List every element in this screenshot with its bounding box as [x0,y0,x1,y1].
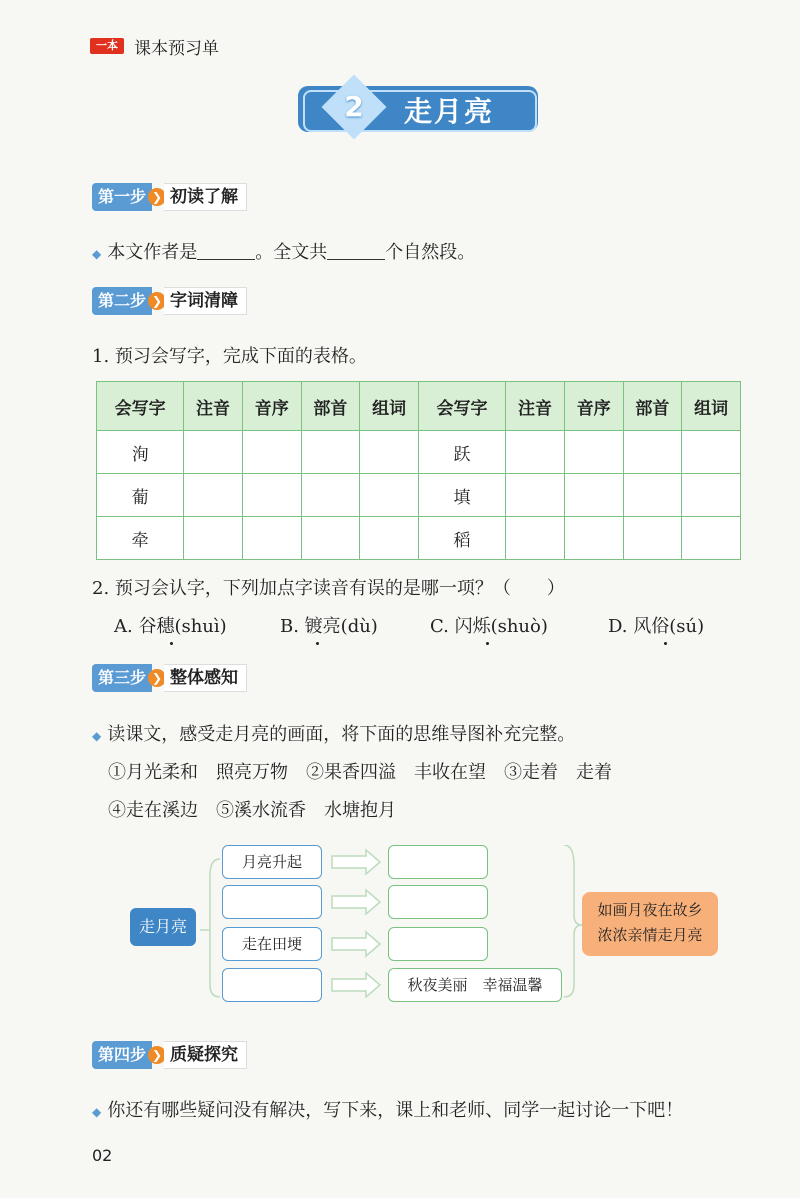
fill-cell[interactable] [564,431,623,474]
fill-cell[interactable] [360,474,419,517]
arrow-icon: ❯ [148,669,166,687]
table-header: 音序 [242,382,301,431]
fill-cell[interactable] [506,474,565,517]
option-b[interactable]: B. 镀亮(dù) [280,616,378,637]
mindmap-intro-text: 读课文，感受走月亮的画面，将下面的思维导图补充完整。 [107,724,576,745]
q1-text: 1. 预习会写字，完成下面的表格。 [92,346,367,367]
table-header: 注音 [184,382,243,431]
mindmap-right-box-4: 秋夜美丽 幸福温馨 [388,968,562,1002]
author-q-part2: 。全文共 [255,242,328,263]
option-d[interactable]: D. 风俗(sú) [608,616,705,637]
q2-text: 2. 预习会认字，下列加点字读音有误的是哪一项？（ ） [92,578,565,599]
fill-cell[interactable] [623,474,682,517]
fill-cell[interactable] [184,431,243,474]
step3-tag: 第三步 [92,664,152,692]
fill-cell[interactable] [301,474,360,517]
author-q-part3: 个自然段。 [385,242,476,263]
step2-title: 字词清障 [164,287,247,315]
fill-cell[interactable] [360,517,419,560]
fill-cell[interactable] [301,431,360,474]
char-cell: 稻 [418,517,505,560]
table-header-row [97,382,741,431]
discussion-text: 你还有哪些疑问没有解决，写下来，课上和老师、同学一起讨论一下吧！ [107,1100,684,1121]
fill-cell[interactable] [682,431,741,474]
step4-title: 质疑探究 [164,1041,247,1069]
brand-logo: 一本 [90,38,124,54]
summary-line2: 浓浓亲情走月亮 [597,926,703,944]
fill-cell[interactable] [184,517,243,560]
fill-cell[interactable] [506,517,565,560]
mindmap-left-box-2[interactable] [222,885,322,919]
fill-cell[interactable] [184,474,243,517]
table-header: 音序 [564,382,623,431]
fill-cell[interactable] [623,517,682,560]
mindmap-right-box-1[interactable] [388,845,488,879]
arrow-icon: ❯ [148,292,166,310]
option-c[interactable]: C. 闪烁(shuò) [430,616,548,637]
mindmap-right-box-2[interactable] [388,885,488,919]
mindmap-summary [582,892,718,956]
emphasis-dot-icon [664,642,667,645]
fill-cell[interactable] [682,517,741,560]
step4-tag: 第四步 [92,1041,152,1069]
step2-tag: 第二步 [92,287,152,315]
phrases-line1: ①月光柔和 照亮万物 ②果香四溢 丰收在望 ③走着 走着 [108,762,612,783]
writing-chars-table [96,381,741,560]
discussion-prompt [92,1096,683,1122]
lesson-title: 走月亮 [404,95,495,128]
table-header: 部首 [623,382,682,431]
char-cell: 填 [418,474,505,517]
emphasis-dot-icon [170,642,173,645]
author-blank[interactable] [197,241,255,260]
mindmap-root: 走月亮 [130,908,196,946]
fill-cell[interactable] [242,474,301,517]
fill-cell[interactable] [564,474,623,517]
arrow-icon: ❯ [148,1046,166,1064]
table-header: 组词 [360,382,419,431]
author-question [92,238,475,264]
fill-cell[interactable] [360,431,419,474]
fill-cell[interactable] [623,431,682,474]
char-cell: 跃 [418,431,505,474]
table-row [97,431,741,474]
lesson-number: 2 [344,90,364,123]
char-cell: 洵 [97,431,184,474]
step2-label [92,286,247,316]
summary-line1: 如画月夜在故乡 [597,901,703,919]
fill-cell[interactable] [564,517,623,560]
table-header: 组词 [682,382,741,431]
table-row [97,474,741,517]
mindmap-intro [92,720,575,746]
fill-cell[interactable] [301,517,360,560]
fill-cell[interactable] [682,474,741,517]
char-cell: 牵 [97,517,184,560]
arrow-icon: ❯ [148,188,166,206]
step1-tag: 第一步 [92,183,152,211]
mindmap-left-box-1: 月亮升起 [222,845,322,879]
fill-cell[interactable] [242,517,301,560]
mindmap-arrows [330,848,384,998]
diamond-bullet-icon: ◆ [92,1105,102,1119]
diamond-bullet-icon: ◆ [92,247,102,261]
step1-label [92,182,247,212]
step3-title: 整体感知 [164,664,247,692]
table-header: 会写字 [418,382,505,431]
step3-label [92,663,247,693]
table-row [97,517,741,560]
step4-label [92,1040,247,1070]
table-header: 部首 [301,382,360,431]
mindmap-left-box-3: 走在田埂 [222,927,322,961]
mindmap-right-box-3[interactable] [388,927,488,961]
page-number: 02 [92,1146,113,1165]
header-title: 课本预习单 [134,39,219,59]
paragraph-count-blank[interactable] [327,241,385,260]
fill-cell[interactable] [242,431,301,474]
author-q-part1: 本文作者是 [107,242,198,263]
option-a[interactable]: A. 谷穗(shuì) [114,616,227,637]
emphasis-dot-icon [316,642,319,645]
mindmap-left-box-4[interactable] [222,968,322,1002]
step1-title: 初读了解 [164,183,247,211]
emphasis-dot-icon [486,642,489,645]
table-header: 注音 [506,382,565,431]
char-cell: 葡 [97,474,184,517]
fill-cell[interactable] [506,431,565,474]
diamond-bullet-icon: ◆ [92,729,102,743]
phrases-line2: ④走在溪边 ⑤溪水流香 水塘抱月 [108,800,396,821]
table-header: 会写字 [97,382,184,431]
